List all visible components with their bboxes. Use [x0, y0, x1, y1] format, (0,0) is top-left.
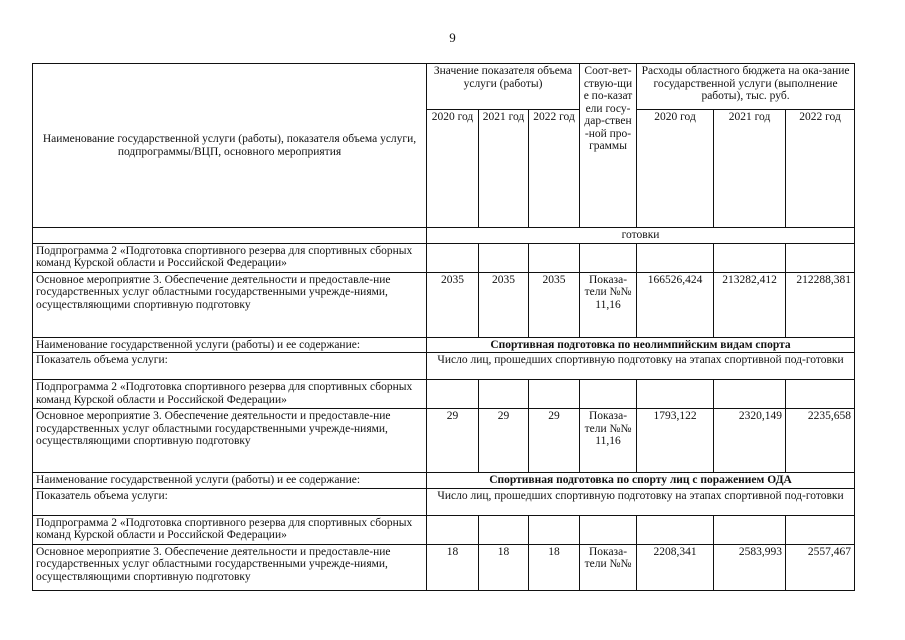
activity-text: Основное мероприятие 3. Обеспечение деятельности и предоставле-ние государственных услуг областными государственными учрежде-ниями, осуществляющими спортивную подготовку — [33, 409, 427, 473]
volume-value-2021: 2035 — [479, 272, 529, 337]
service-name-label: Наименование государственной услуги (работы) и ее содержание: — [33, 337, 427, 353]
expense-value-2021: 2320,149 — [714, 409, 786, 473]
expense-value-2020: 166526,424 — [637, 272, 714, 337]
indicator-ref: Показа-тели №№ — [580, 544, 637, 590]
expense-value-2020: 2208,341 — [637, 544, 714, 590]
expense-year-2020: 2020 год — [637, 110, 714, 228]
expenses-group-header: Расходы областного бюджета на ока-зание государственной услуги (выполнение работы), тыс. руб. — [637, 64, 855, 110]
volume-indicator-label: Показатель объема услуги: — [33, 353, 427, 380]
volume-indicator-label: Показатель объема услуги: — [33, 488, 427, 515]
subprogram-row — [33, 243, 855, 272]
volume-year-2022: 2022 год — [529, 110, 580, 228]
volume-value-2022: 18 — [529, 544, 580, 590]
volume-group-header: Значение показателя объема услуги (работы) — [427, 64, 580, 110]
expense-value-2022: 2235,658 — [786, 409, 855, 473]
service-title: Спортивная подготовка по неолимпийским видам спорта — [427, 337, 855, 353]
activity-text: Основное мероприятие 3. Обеспечение деятельности и предоставле-ние государственных услуг областными государственными учрежде-ниями, осуществляющими спортивную подготовку — [33, 272, 427, 337]
activity-row — [33, 272, 855, 337]
volume-indicator-text: Число лиц, прошедших спортивную подготовку на этапах спортивной под-готовки — [427, 488, 855, 515]
volume-value-2022: 29 — [529, 409, 580, 473]
volume-value-2020: 29 — [427, 409, 479, 473]
service-name-row — [33, 337, 855, 353]
subprogram-text: Подпрограмма 2 «Подготовка спортивного резерва для спортивных сборных команд Курской области и Российской Федерации» — [33, 380, 427, 409]
expense-year-2022: 2022 год — [786, 110, 855, 228]
volume-value-2020: 18 — [427, 544, 479, 590]
service-name-row — [33, 473, 855, 489]
continuation-empty — [33, 228, 427, 244]
page-number: 9 — [449, 30, 456, 45]
activity-row — [33, 544, 855, 590]
activity-row — [33, 409, 855, 473]
continuation-text: готовки — [427, 228, 855, 244]
expense-value-2022: 212288,381 — [786, 272, 855, 337]
continuation-row — [33, 228, 855, 244]
header-row-1 — [33, 64, 855, 110]
expense-value-2021: 2583,993 — [714, 544, 786, 590]
volume-indicator-row — [33, 353, 855, 380]
correspondence-header: Соот-вет-ствую-щие по-казатели госу-дар-ствен-ной про-граммы — [580, 64, 637, 228]
volume-indicator-text: Число лиц, прошедших спортивную подготовку на этапах спортивной под-готовки — [427, 353, 855, 380]
volume-value-2022: 2035 — [529, 272, 580, 337]
indicator-ref: Показа-тели №№ 11,16 — [580, 272, 637, 337]
budget-table — [32, 63, 855, 591]
service-name-label: Наименование государственной услуги (работы) и ее содержание: — [33, 473, 427, 489]
expense-value-2021: 213282,412 — [714, 272, 786, 337]
expense-year-2021: 2021 год — [714, 110, 786, 228]
indicator-ref: Показа-тели №№ 11,16 — [580, 409, 637, 473]
name-column-header: Наименование государственной услуги (работы), показателя объема услуги, подпрограммы/ВЦП, основного мероприятия — [33, 64, 427, 228]
subprogram-text: Подпрограмма 2 «Подготовка спортивного резерва для спортивных сборных команд Курской области и Российской Федерации» — [33, 515, 427, 544]
subprogram-row — [33, 380, 855, 409]
service-title: Спортивная подготовка по спорту лиц с поражением ОДА — [427, 473, 855, 489]
volume-value-2021: 18 — [479, 544, 529, 590]
subprogram-text: Подпрограмма 2 «Подготовка спортивного резерва для спортивных сборных команд Курской области и Российской Федерации» — [33, 243, 427, 272]
expense-value-2020: 1793,122 — [637, 409, 714, 473]
volume-year-2020: 2020 год — [427, 110, 479, 228]
volume-indicator-row — [33, 488, 855, 515]
subprogram-row — [33, 515, 855, 544]
volume-year-2021: 2021 год — [479, 110, 529, 228]
volume-value-2020: 2035 — [427, 272, 479, 337]
volume-value-2021: 29 — [479, 409, 529, 473]
activity-text: Основное мероприятие 3. Обеспечение деятельности и предоставле-ние государственных услуг областными государственными учрежде-ниями, осуществляющими спортивную подготовку — [33, 544, 427, 590]
expense-value-2022: 2557,467 — [786, 544, 855, 590]
